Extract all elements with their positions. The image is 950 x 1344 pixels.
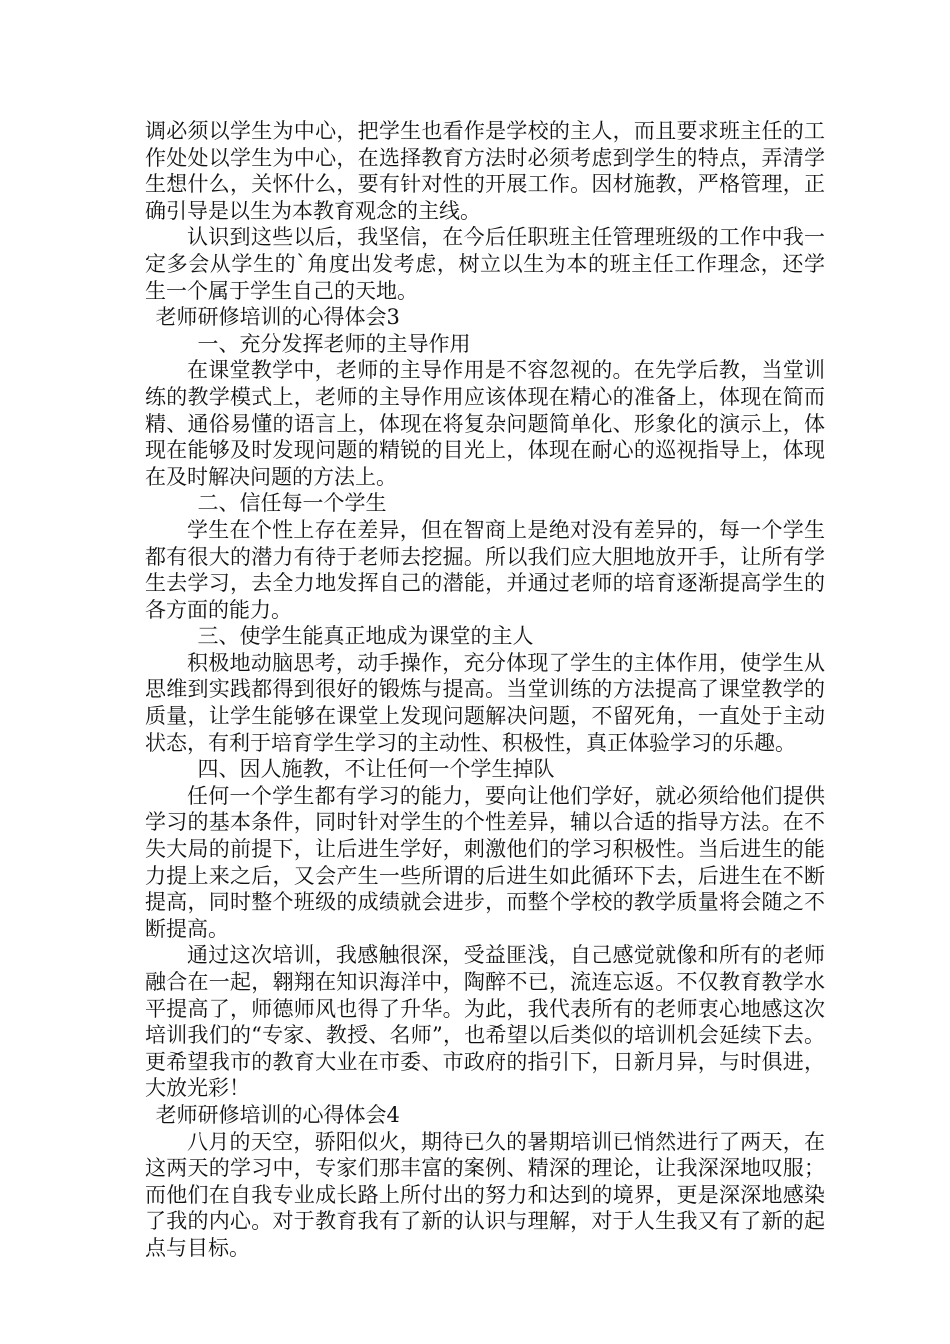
section-heading-3: 老师研修培训的心得体会3: [155, 305, 400, 330]
paragraph: 通过这次培训，我感触很深，受益匪浅，自己感觉就像和所有的老师融合在一起，翱翔在知识海洋中，陶醉不已，流连忘返。不仅教育教学水平提高了，师德师风也得了升华。为此，我代表所有的老师衷心地感这次培训我们的“专家、教授、名师”，也希望以后类似的培训机会延续下去。更希望我市的教育大业在市委、市政府的指引下，日新月异，与时俱进，大放光彩！: [145, 943, 825, 1101]
subheading-4: 四、因人施教，不让任何一个学生掉队: [197, 757, 555, 782]
paragraph: 任何一个学生都有学习的能力，要向让他们学好，就必须给他们提供学习的基本条件，同时针对学生的个性差异，辅以合适的指导方法。在不失大局的前提下，让后进生学好，刺激他们的学习积极性。当后进生的能力提上来之后，又会产生一些所谓的后进生如此循环下去，后进生在不断提高，同时整个班级的成绩就会进步，而整个学校的教学质量将会随之不断提高。: [145, 783, 825, 941]
subheading-3: 三、使学生能真正地成为课堂的主人: [197, 624, 534, 649]
subheading-2: 二、信任每一个学生: [197, 491, 387, 516]
paragraph: 认识到这些以后，我坚信，在今后任职班主任管理班级的工作中我一定多会从学生的`角度出发考虑，树立以生为本的班主任工作理念，还学生一个属于学生自己的天地。: [145, 225, 825, 303]
paragraph-continued: 调必须以学生为中心，把学生也看作是学校的主人，而且要求班主任的工作处处以学生为中心，在选择教育方法时必须考虑到学生的特点，弄清学生想什么，关怀什么，要有针对性的开展工作。因材施教，严格管理，正确引导是以生为本教育观念的主线。: [145, 119, 825, 223]
paragraph: 八月的天空，骄阳似火，期待已久的暑期培训已悄然进行了两天，在这两天的学习中，专家们那丰富的案例、精深的理论，让我深深地叹服；而他们在自我专业成长路上所付出的努力和达到的境界，更是深深地感染了我的内心。对于教育我有了新的认识与理解，对于人生我又有了新的起点与目标。: [145, 1129, 825, 1260]
paragraph: 在课堂教学中，老师的主导作用是不容忽视的。在先学后教，当堂训练的教学模式上，老师的主导作用应该体现在精心的准备上，体现在简而精、通俗易懂的语言上，体现在将复杂问题简单化、形象化的演示上，体现在能够及时发现问题的精锐的目光上，体现在耐心的巡视指导上，体现在及时解决问题的方法上。: [145, 358, 825, 489]
paragraph: 学生在个性上存在差异，但在智商上是绝对没有差异的，每一个学生都有很大的潜力有待于老师去挖掘。所以我们应大胆地放开手，让所有学生去学习，去全力地发挥自己的潜能，并通过老师的培育逐渐提高学生的各方面的能力。: [145, 517, 825, 622]
document-page: [145, 118, 825, 1262]
paragraph: 积极地动脑思考，动手操作，充分体现了学生的主体作用，使学生从思维到实践都得到很好的锻炼与提高。当堂训练的方法提高了课堂教学的质量，让学生能够在课堂上发现问题解决问题，不留死角，一直处于主动状态，有利于培育学生学习的主动性、积极性，真正体验学习的乐趣。: [145, 650, 825, 755]
subheading-1: 一、充分发挥老师的主导作用: [197, 331, 471, 356]
section-heading-4: 老师研修培训的心得体会4: [155, 1102, 400, 1127]
